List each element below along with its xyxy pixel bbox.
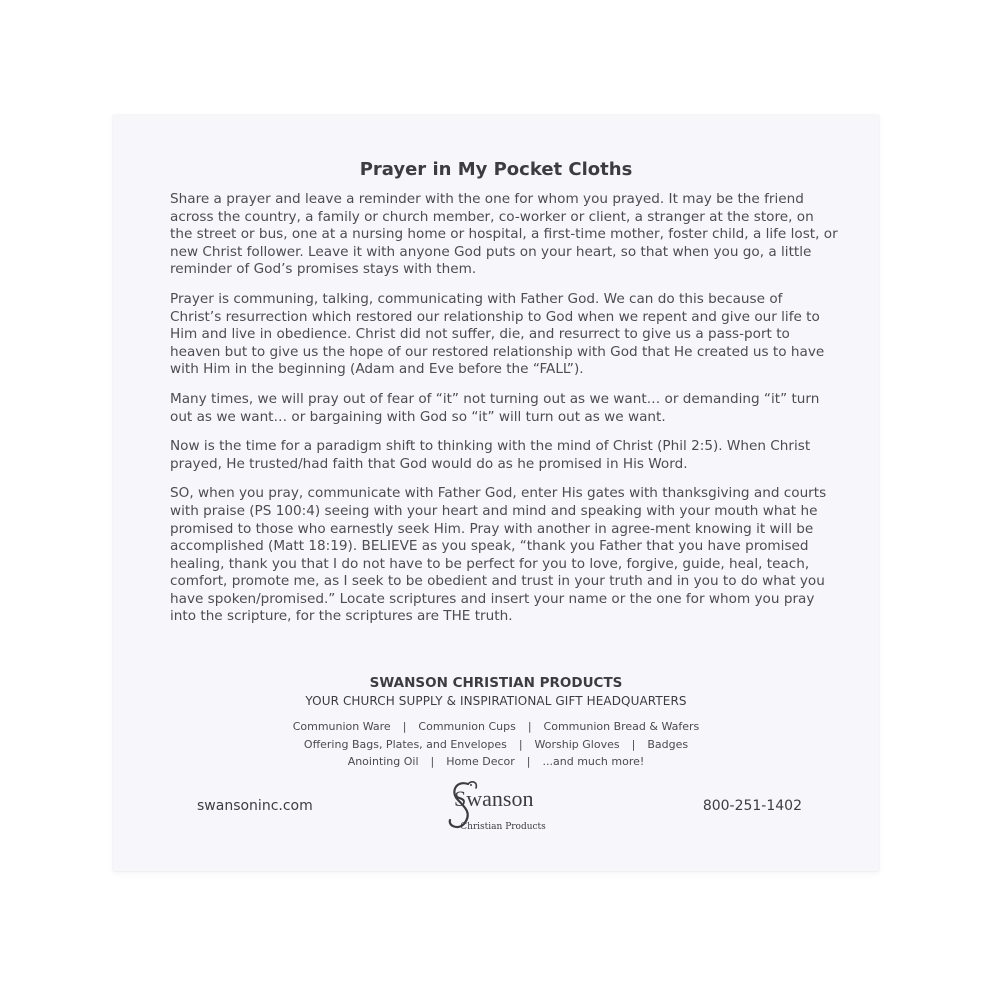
paragraph-5: SO, when you pray, communicate with Father God, enter His gates with thanksgiving and courts with praise (PS 100:4) seeing with your heart and mind and speaking with your mouth what he promised to those who earnestly seek Him. Pray with another in agree-ment knowing it will be accomplished (Matt 18:19). BELIEVE as you speak, “thank you Father that you have promised healing, thank you that I do not have to be perfect for you to love, forgive, guide, heal, teach, comfort, promote me, as I seek to be obedient and trust in your truth and in you to do what you have spoken/promised.” Locate scriptures and insert your name or the one for whom you pray into the scripture, for the scriptures are THE truth. — [170, 485, 827, 625]
paragraph-2: Prayer is communing, talking, communicating with Father God. We can do this because of Christ’s resurrection which restored our relationship to God when we repent and give our life to Him and live in obedience. Christ did not suffer, die, and resurrect to give us a pass-port to heaven but to give us the hope of our restored relationship with God that He created us to have with Him in the beginning (Adam and Eve before the “FALL”). — [170, 290, 825, 378]
product-item: ...and much more! — [542, 755, 645, 768]
logo-subtitle: Christian Products — [460, 822, 546, 832]
product-item: Communion Bread & Wafers — [543, 720, 700, 733]
product-item: Offering Bags, Plates, and Envelopes — [303, 737, 507, 751]
prayer-card — [113, 115, 879, 871]
product-item: Home Decor — [446, 755, 515, 768]
separator: | — [631, 737, 636, 751]
product-line-2 — [113, 736, 879, 754]
company-block — [113, 674, 879, 771]
product-list — [113, 718, 879, 771]
product-item: Anointing Oil — [347, 755, 419, 768]
product-item: Communion Cups — [418, 720, 516, 733]
company-tagline: YOUR CHURCH SUPPLY & INSPIRATIONAL GIFT HEADQUARTERS — [305, 694, 687, 708]
product-item: Worship Gloves — [534, 737, 620, 751]
paragraph-3: Many times, we will pray out of fear of “it” not turning out as we want… or demanding “it” turn out as we want… or bargaining with God so “it” will turn out as we want. — [170, 390, 820, 425]
product-line-1 — [113, 718, 879, 736]
separator: | — [430, 755, 435, 768]
product-line-3 — [113, 753, 879, 771]
separator: | — [518, 737, 523, 751]
swanson-logo — [438, 770, 568, 844]
phone-number: 800-251-1402 — [702, 798, 802, 814]
paragraph-1: Share a prayer and leave a reminder with the one for whom you prayed. It may be the friend across the country, a family or church member, co-worker or client, a stranger at the store, on the street or bus, one at a nursing home or hospital, a first-time mother, foster child, a life lost, or new Christ follower. Leave it with anyone God puts on your heart, so that when you go, a little reminder of God’s promises stays with them. — [170, 191, 838, 278]
logo-wordmark: Swanson — [454, 786, 534, 811]
separator: | — [527, 720, 532, 733]
product-item: Communion Ware — [292, 720, 391, 733]
card-title: Prayer in My Pocket Cloths — [359, 159, 633, 180]
website-text: swansoninc.com — [197, 798, 313, 814]
separator: | — [526, 755, 531, 768]
company-name: SWANSON CHRISTIAN PRODUCTS — [369, 675, 623, 691]
card-body — [170, 191, 838, 638]
separator: | — [402, 720, 407, 733]
paragraph-4: Now is the time for a paradigm shift to thinking with the mind of Christ (Phil 2:5). When Christ prayed, He trusted/had faith that God would do as he promised in His Word. — [170, 438, 811, 472]
product-item: Badges — [647, 737, 689, 751]
